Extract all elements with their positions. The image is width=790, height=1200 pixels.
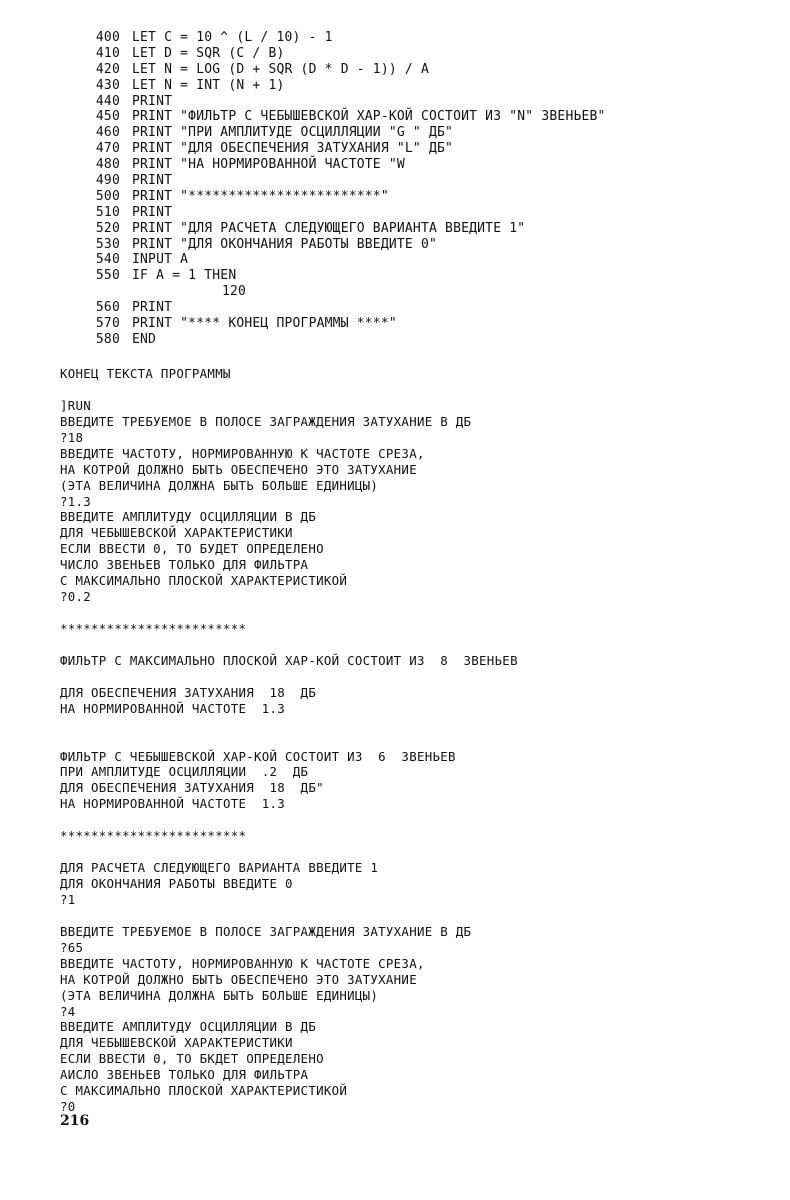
output-line: НА НОРМИРОВАННОЙ ЧАСТОТЕ 1.3	[60, 796, 286, 812]
line-number: 480	[95, 157, 120, 173]
code-line	[80, 46, 606, 62]
line-number: 500	[95, 188, 120, 204]
output-line: ?65	[60, 939, 84, 955]
code-line	[80, 332, 606, 348]
line-number: 420	[95, 61, 120, 77]
output-line: ЧИСЛО ЗВЕНЬЕВ ТОЛЬКО ДЛЯ ФИЛЬТРА	[60, 557, 309, 573]
line-number: 550	[95, 268, 120, 284]
code-line	[80, 62, 606, 78]
code-text: PRINT "ПРИ АМПЛИТУДЕ ОСЦИЛЛЯЦИИ "G " ДБ"	[132, 125, 454, 141]
output-line	[60, 605, 760, 621]
output-line: ?0.2	[60, 589, 92, 605]
output-line	[60, 812, 760, 828]
output-line: (ЭТА ВЕЛИЧИНА ДОЛЖНА БЫТЬ БОЛЬШЕ ЕДИНИЦЫ)	[60, 477, 379, 493]
line-number: 400	[95, 30, 120, 45]
code-text: PRINT	[132, 173, 173, 189]
code-line	[80, 189, 606, 205]
output-line: (ЭТА ВЕЛИЧИНА ДОЛЖНА БЫТЬ БОЛЬШЕ ЕДИНИЦЫ)	[60, 987, 379, 1003]
line-number: 520	[95, 220, 120, 236]
output-line: ]RUN	[60, 397, 92, 413]
code-line	[80, 109, 606, 125]
output-line: ФИЛЬТР С МАКСИМАЛЬНО ПЛОСКОЙ ХАР-КОЙ СОСТОИТ ИЗ 8 ЗВЕНЬЕВ	[60, 652, 518, 668]
output-line: С МАКСИМАЛЬНО ПЛОСКОЙ ХАРАКТЕРИСТИКОЙ	[60, 573, 348, 589]
code-line	[80, 237, 606, 253]
code-text: END	[132, 331, 157, 347]
output-line: АИСЛО ЗВЕНЬЕВ ТОЛЬКО ДЛЯ ФИЛЬТРА	[60, 1067, 309, 1083]
line-number: 490	[95, 173, 120, 189]
code-text: LET D = SQR (C / B)	[132, 45, 285, 61]
output-line: ВВЕДИТЕ ЧАСТОТУ, НОРМИРОВАННУЮ К ЧАСТОТЕ СРЕЗА,	[60, 955, 425, 971]
code-text: PRINT	[132, 300, 173, 316]
output-line: ЕСЛИ ВВЕСТИ 0, ТО БКДЕТ ОПРЕДЕЛЕНО	[60, 1051, 324, 1067]
output-line	[60, 637, 760, 653]
line-number: 540	[95, 252, 120, 268]
output-line: ДЛЯ ОКОНЧАНИЯ РАБОТЫ ВВЕДИТЕ 0	[60, 876, 293, 891]
line-number: 460	[95, 125, 120, 141]
output-line: НА КОТРОЙ ДОЛЖНО БЫТЬ ОБЕСПЕЧЕНО ЭТО ЗАТУХАНИЕ	[60, 971, 417, 987]
output-line: ВВЕДИТЕ ЧАСТОТУ, НОРМИРОВАННУЮ К ЧАСТОТЕ СРЕЗА,	[60, 445, 425, 461]
code-line	[80, 316, 606, 332]
output-line: ************************	[60, 828, 247, 844]
code-text: PRINT "ДЛЯ РАСЧЕТА СЛЕДУЮЩЕГО ВАРИАНТА ВВЕДИТЕ 1"	[132, 220, 526, 236]
program-listing	[80, 30, 606, 348]
program-output	[60, 366, 760, 1115]
code-line	[80, 141, 606, 157]
line-number: 560	[95, 300, 120, 316]
line-number: 410	[95, 45, 120, 61]
output-line: ВВЕДИТЕ ТРЕБУЕМОЕ В ПОЛОСЕ ЗАГРАЖДЕНИЯ ЗАТУХАНИЕ В ДБ	[60, 923, 472, 939]
code-line	[80, 268, 606, 284]
output-line: ?1.3	[60, 493, 92, 509]
code-line	[80, 30, 606, 46]
line-number: 530	[95, 236, 120, 252]
code-line	[80, 252, 606, 268]
code-line	[80, 284, 606, 300]
output-line	[60, 669, 760, 685]
output-line: ?4	[60, 1003, 76, 1019]
code-line	[80, 205, 606, 221]
line-number: 580	[95, 331, 120, 347]
code-text: PRINT "**** КОНЕЦ ПРОГРАММЫ ****"	[132, 316, 397, 332]
output-line: ФИЛЬТР С ЧЕБЫШЕВСКОЙ ХАР-КОЙ СОСТОИТ ИЗ 6 ЗВЕНЬЕВ	[60, 748, 456, 764]
line-number: 570	[95, 316, 120, 332]
output-line: ?18	[60, 429, 84, 445]
line-number: 450	[95, 109, 120, 125]
output-line: ?0	[60, 1099, 76, 1115]
code-text: INPUT A	[132, 252, 189, 268]
code-line	[80, 125, 606, 141]
code-line	[80, 78, 606, 94]
output-line: ЕСЛИ ВВЕСТИ 0, ТО БУДЕТ ОПРЕДЕЛЕНО	[60, 541, 324, 557]
code-line	[80, 300, 606, 316]
output-line: ДЛЯ ЧЕБЫШЕВСКОЙ ХАРАКТЕРИСТИКИ	[60, 525, 293, 541]
output-line	[60, 908, 760, 924]
output-line: НА КОТРОЙ ДОЛЖНО БЫТЬ ОБЕСПЕЧЕНО ЭТО ЗАТУХАНИЕ	[60, 461, 417, 477]
output-line	[60, 844, 760, 860]
code-text: PRINT	[132, 204, 173, 220]
output-line: ДЛЯ ОБЕСПЕЧЕНИЯ ЗАТУХАНИЯ 18 ДБ"	[60, 780, 324, 796]
line-number: 440	[95, 93, 120, 109]
code-text: 120	[222, 284, 247, 300]
output-line	[60, 717, 760, 733]
output-line	[60, 382, 760, 398]
code-text: PRINT "ДЛЯ ОКОНЧАНИЯ РАБОТЫ ВВЕДИТЕ 0"	[132, 236, 438, 252]
code-text: LET C = 10 ^ (L / 10) - 1	[132, 30, 333, 45]
code-text: IF A = 1 THEN	[132, 268, 237, 284]
output-line: ************************	[60, 621, 247, 636]
code-text: PRINT	[132, 93, 173, 109]
output-line: ДЛЯ ОБЕСПЕЧЕНИЯ ЗАТУХАНИЯ 18 ДБ	[60, 684, 317, 700]
output-line: ДЛЯ ЧЕБЫШЕВСКОЙ ХАРАКТЕРИСТИКИ	[60, 1035, 293, 1051]
code-line	[80, 94, 606, 110]
output-line: ДЛЯ РАСЧЕТА СЛЕДУЮЩЕГО ВАРИАНТА ВВЕДИТЕ 1	[60, 860, 379, 876]
code-line	[80, 221, 606, 237]
code-text: PRINT "ФИЛЬТР С ЧЕБЫШЕВСКОЙ ХАР-КОЙ СОСТОИТ ИЗ "N" ЗВЕНЬЕВ"	[132, 109, 606, 125]
code-text: LET N = LOG (D + SQR (D * D - 1)) / A	[132, 61, 429, 77]
output-line: ВВЕДИТЕ АМПЛИТУДУ ОСЦИЛЛЯЦИИ В ДБ	[60, 1019, 317, 1035]
code-text: LET N = INT (N + 1)	[132, 77, 285, 93]
code-line	[80, 157, 606, 173]
output-line: КОНЕЦ ТЕКСТА ПРОГРАММЫ	[60, 366, 231, 381]
code-text: PRINT "************************"	[132, 188, 389, 204]
code-text: PRINT "НА НОРМИРОВАННОЙ ЧАСТОТЕ "W	[132, 157, 405, 173]
code-text: PRINT "ДЛЯ ОБЕСПЕЧЕНИЯ ЗАТУХАНИЯ "L" ДБ"	[132, 141, 454, 157]
output-line: ?1	[60, 891, 76, 907]
output-line: ПРИ АМПЛИТУДЕ ОСЦИЛЛЯЦИИ .2 ДБ	[60, 764, 309, 780]
line-number: 430	[95, 77, 120, 93]
output-line	[60, 733, 760, 749]
line-number: 510	[95, 204, 120, 220]
page-number: 216	[60, 1113, 90, 1129]
code-line	[80, 173, 606, 189]
output-line: С МАКСИМАЛЬНО ПЛОСКОЙ ХАРАКТЕРИСТИКОЙ	[60, 1083, 348, 1099]
output-line: НА НОРМИРОВАННОЙ ЧАСТОТЕ 1.3	[60, 700, 286, 716]
output-line: ВВЕДИТЕ ТРЕБУЕМОЕ В ПОЛОСЕ ЗАГРАЖДЕНИЯ ЗАТУХАНИЕ В ДБ	[60, 413, 472, 429]
output-line: ВВЕДИТЕ АМПЛИТУДУ ОСЦИЛЛЯЦИИ В ДБ	[60, 509, 317, 525]
line-number: 470	[95, 141, 120, 157]
